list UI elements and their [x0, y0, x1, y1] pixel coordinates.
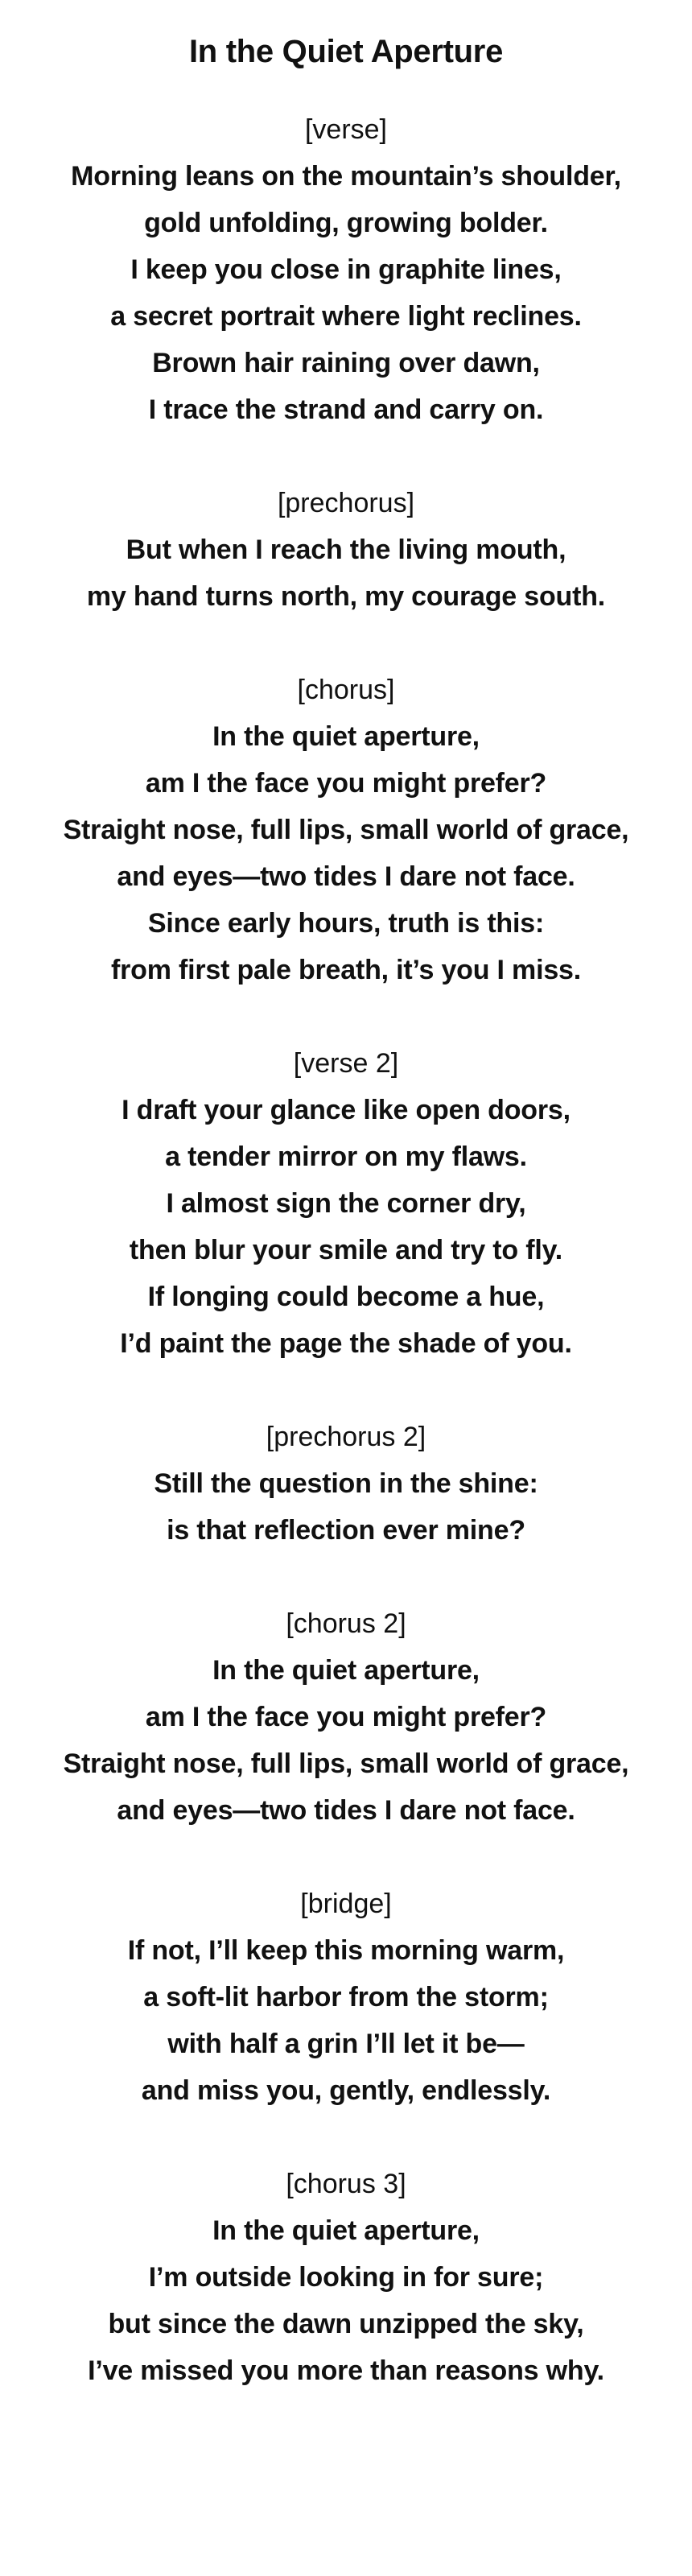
lyric-line: but since the dawn unzipped the sky, [108, 2309, 584, 2339]
lyric-line: my hand turns north, my courage south. [86, 581, 606, 612]
lyric-line: Straight nose, full lips, small world of grace, [63, 1748, 629, 1779]
lyric-section [0, 480, 692, 620]
lyric-line: Straight nose, full lips, small world of grace, [63, 815, 629, 845]
lyric-line: In the quiet aperture, [212, 1655, 480, 1686]
lyric-line: and miss you, gently, endlessly. [141, 2075, 551, 2106]
lyric-line: Morning leans on the mountain’s shoulder, [71, 161, 621, 192]
section-label: [chorus] [297, 675, 395, 705]
lyric-line: In the quiet aperture, [212, 2215, 480, 2246]
section-label: [prechorus 2] [266, 1422, 426, 1452]
lyric-line: I’ve missed you more than reasons why. [88, 2355, 604, 2386]
lyric-section [0, 2161, 692, 2394]
lyric-line: gold unfolding, growing bolder. [144, 208, 548, 238]
lyric-section [0, 667, 692, 993]
section-label: [verse] [304, 114, 388, 145]
lyric-line: a soft-lit harbor from the storm; [143, 1982, 549, 2013]
lyric-line: In the quiet aperture, [212, 721, 480, 752]
lyric-line: Since early hours, truth is this: [147, 908, 545, 939]
lyric-section [0, 1600, 692, 1834]
lyric-line: Still the question in the shine: [154, 1468, 538, 1499]
lyric-line: with half a grin I’ll let it be— [167, 2029, 525, 2059]
section-label: [bridge] [300, 1889, 392, 1919]
lyric-line: I almost sign the corner dry, [166, 1188, 526, 1219]
lyric-line: from first pale breath, it’s you I miss. [111, 955, 581, 985]
lyrics-body [0, 106, 692, 2394]
lyric-line: and eyes—two tides I dare not face. [117, 1795, 575, 1826]
lyric-line: a secret portrait where light reclines. [110, 301, 582, 332]
lyric-line: Brown hair raining over dawn, [152, 348, 540, 378]
lyric-line: I’m outside looking in for sure; [148, 2262, 544, 2293]
lyric-section [0, 106, 692, 433]
section-label: [prechorus] [277, 488, 415, 518]
lyric-line: am I the face you might prefer? [145, 768, 547, 799]
lyric-line: I’d paint the page the shade of you. [120, 1328, 572, 1359]
section-label: [chorus 2] [286, 1608, 406, 1639]
lyric-line: then blur your smile and try to fly. [129, 1235, 563, 1265]
lyric-line: If not, I’ll keep this morning warm, [127, 1935, 565, 1966]
lyric-section [0, 1414, 692, 1554]
lyric-line: I trace the strand and carry on. [148, 394, 544, 425]
lyric-line: am I the face you might prefer? [145, 1702, 547, 1732]
lyric-section [0, 1880, 692, 2114]
lyric-line: But when I reach the living mouth, [126, 535, 566, 565]
lyric-line: I draft your glance like open doors, [122, 1095, 570, 1125]
lyric-line: and eyes—two tides I dare not face. [117, 861, 575, 892]
lyric-line: a tender mirror on my flaws. [165, 1141, 527, 1172]
lyric-section [0, 1040, 692, 1367]
lyric-line: If longing could become a hue, [147, 1282, 545, 1312]
song-title: In the Quiet Aperture [188, 34, 504, 69]
section-label: [verse 2] [293, 1048, 399, 1079]
lyric-line: is that reflection ever mine? [167, 1515, 525, 1546]
lyric-line: I keep you close in graphite lines, [130, 254, 562, 285]
section-label: [chorus 3] [286, 2169, 406, 2199]
